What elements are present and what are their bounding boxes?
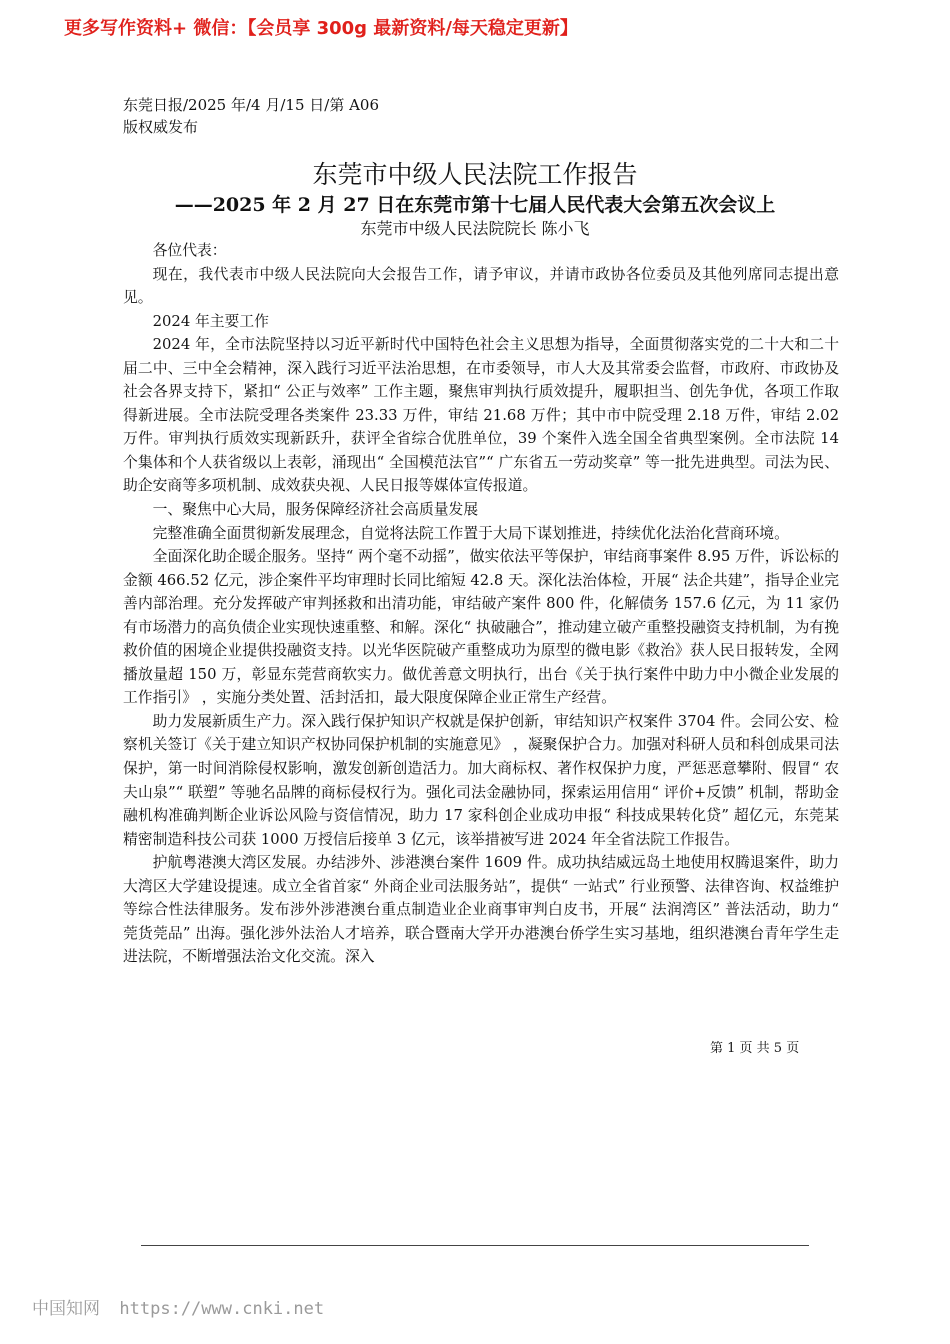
footer-divider: [141, 1245, 809, 1246]
section-heading: 2024 年主要工作: [152, 312, 269, 330]
cnki-site-name: 中国知网: [32, 1299, 100, 1319]
document-author: 东莞市中级人民法院院长 陈小飞: [360, 219, 590, 238]
paragraph: 2024 年，全市法院坚持以习近平新时代中国特色社会主义思想为指导，全面贯彻落实党的二十大和二十届二中、三中全会精神，深入践行习近平法治思想，在市委领导，市人大及其常委会监督，市政府、市政协及社会各界支持下，紧扣“ 公正与效率” 工作主题，聚焦审判执行质效提升，履职担当、创先争优，各项工作取得新进展。全市法院受理各类案件 23.33 万件，审结 21.68 万件；其中市中院受理 2.18 万件，审结 2.02 万件。审判执行质效实现新跃升，获评全省综合优胜单位，39 个案件入选全国全省典型案例。全市法院 14 个集体和个人获省级以上表彰，涌现出“ 全国模范法官”“ 广东省五一劳动奖章” 等一批先进典型。司法为民、助企安商等多项机制、成效获央视、人民日报等媒体宣传报道。: [123, 336, 839, 495]
source-line: 东莞日报/2025 年/4 月/15 日/第 A06: [123, 96, 380, 114]
paragraph: 助力发展新质生产力。深入践行保护知识产权就是保护创新，审结知识产权案件 3704 件。会同公安、检察机关签订《关于建立知识产权协同保护机制的实施意见》 ，凝聚保护合力。加强对科研人员和科创成果司法保护，第一时间消除侵权影响，激发创新创造活力。加大商标权、著作权保护力度，严惩恶意攀附、假冒“ 农夫山泉”“ 联塑” 等驰名品牌的商标侵权行为。强化司法金融协同，探索运用信用“ 评价+反馈” 机制，帮助金融机构准确判断企业诉讼风险与资信情况，助力 17 家科创企业成功申报“ 科技成果转化贷” 超亿元，东莞某精密制造科技公司获 1000 万授信后接单 3 亿元，该举措被写进 2024 年全省法院工作报告。: [123, 712, 839, 848]
promo-banner: 更多写作资料+ 微信：【会员享 300g 最新资料/每天稳定更新】: [64, 18, 578, 39]
section-heading: 一、聚焦中心大局，服务保障经济社会高质量发展: [152, 501, 479, 519]
paragraph: 现在，我代表市中级人民法院向大会报告工作，请予审议，并请市政协各位委员及其他列席同志提出意见。: [123, 265, 839, 307]
paragraph: 完整准确全面贯彻新发展理念，自觉将法院工作置于大局下谋划推进，持续优化法治化营商环境。: [152, 524, 789, 542]
report-body: [123, 239, 839, 969]
document-subtitle: ——2025 年 2 月 27 日在东莞市第十七届人民代表大会第五次会议上: [174, 194, 776, 216]
page-number: 第 1 页 共 5 页: [710, 1041, 800, 1056]
salutation: 各位代表：: [152, 242, 227, 259]
section-label: 版权威发布: [123, 118, 199, 136]
document-title: 东莞市中级人民法院工作报告: [312, 160, 638, 189]
cnki-url: https://www.cnki.net: [119, 1299, 325, 1319]
paragraph: 全面深化助企暖企服务。坚持“ 两个毫不动摇”，做实依法平等保护，审结商事案件 8.95 万件，诉讼标的金额 466.52 亿元，涉企案件平均审理时长同比缩短 42.8 天。深化法治体检，开展“ 法企共建”，指导企业完善内部治理。充分发挥破产审判拯救和出清功能，审结破产案件 800 件，化解债务 157.6 亿元，为 11 家仍有市场潜力的高负债企业实现快速重整、和解。深化“ 执破融合”，推动建立破产重整投融资支持机制，为有挽救价值的困境企业提供投融资支持。以光华医院破产重整成功为原型的微电影《救治》获人民日报转发，全网播放量超 150 万，彰显东莞营商软实力。做优善意文明执行，出台《关于执行案件中助力中小微企业发展的工作指引》 ，实施分类处置、活封活扣，最大限度保障企业正常生产经营。: [123, 548, 839, 707]
paragraph: 护航粤港澳大湾区发展。办结涉外、涉港澳台案件 1609 件。成功执结威远岛土地使用权腾退案件，助力大湾区大学建设提速。成立全省首家“ 外商企业司法服务站”，提供“ 一站式” 行业预警、法律咨询、权益维护等综合性法律服务。发布涉外涉港澳台重点制造业企业商事审判白皮书，开展“ 法润湾区” 普法活动，助力“ 莞货莞品” 出海。强化涉外法治人才培养，联合暨南大学开办港澳台侨学生实习基地，组织港澳台青年学生走进法院，不断增强法治文化交流。深入: [123, 854, 839, 966]
cnki-watermark: [32, 1294, 324, 1319]
